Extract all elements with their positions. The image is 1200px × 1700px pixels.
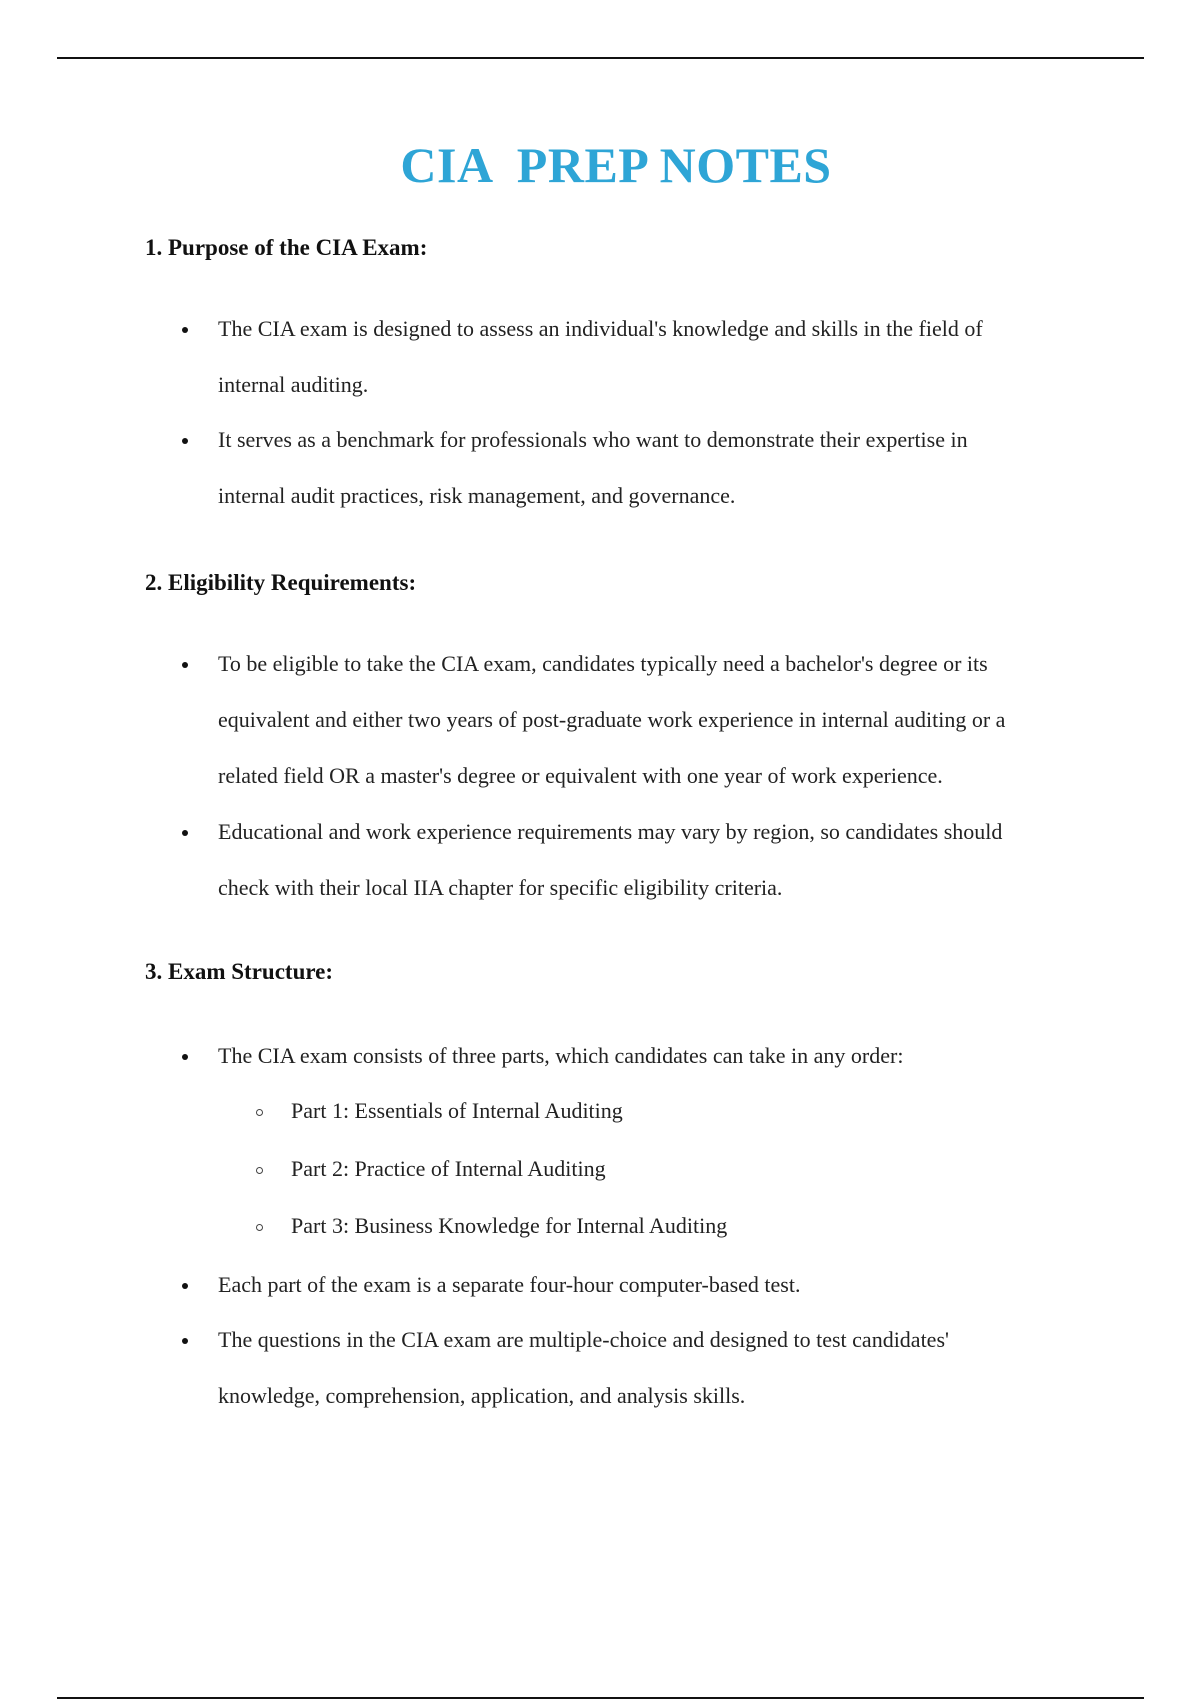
bullet-text-line: The questions in the CIA exam are multiple-choice and designed to test candidates' [218,1327,949,1352]
bullet-text-line: internal audit practices, risk management, and governance. [218,483,736,508]
bullet-text-line: equivalent and either two years of post-graduate work experience in internal auditing or a [218,707,1006,732]
sub-list-item: Part 1: Essentials of Internal Auditing [291,1098,623,1123]
bottom-divider [57,1697,1144,1699]
bullet-icon [182,662,188,668]
sub-list-item: Part 3: Business Knowledge for Internal Auditing [291,1213,728,1238]
bullet-icon [182,1283,188,1289]
bullet-text-line: The CIA exam is designed to assess an individual's knowledge and skills in the field of [218,316,983,341]
bullet-text-line: internal auditing. [218,372,369,397]
bullet-text-line: Educational and work experience requirements may vary by region, so candidates should [218,819,1003,844]
document-title: CIA PREP NOTES [400,137,832,193]
bullet-text-line: To be eligible to take the CIA exam, candidates typically need a bachelor's degree or its [218,651,988,676]
sub-list-item: Part 2: Practice of Internal Auditing [291,1156,606,1181]
sub-bullet-icon [256,1167,263,1174]
section-heading-exam-structure: 3. Exam Structure: [145,959,334,984]
bullet-text-line: It serves as a benchmark for professionals who want to demonstrate their expertise in [218,427,968,452]
bullet-text-line: The CIA exam consists of three parts, which candidates can take in any order: [218,1043,904,1068]
bullet-icon [182,327,188,333]
bullet-icon [182,1338,188,1344]
bullet-icon [182,830,188,836]
top-divider [57,57,1144,59]
bullet-text-line: related field OR a master's degree or equivalent with one year of work experience. [218,763,943,788]
bullet-icon [182,438,188,444]
section-heading-purpose: 1. Purpose of the CIA Exam: [145,235,428,260]
bullet-text-line: Each part of the exam is a separate four-hour computer-based test. [218,1272,801,1297]
bullet-icon [182,1054,188,1060]
section-heading-eligibility: 2. Eligibility Requirements: [145,570,417,595]
sub-bullet-icon [256,1109,263,1116]
bullet-text-line: check with their local IIA chapter for specific eligibility criteria. [218,875,783,900]
bullet-text-line: knowledge, comprehension, application, and analysis skills. [218,1383,746,1408]
sub-bullet-icon [256,1224,263,1231]
